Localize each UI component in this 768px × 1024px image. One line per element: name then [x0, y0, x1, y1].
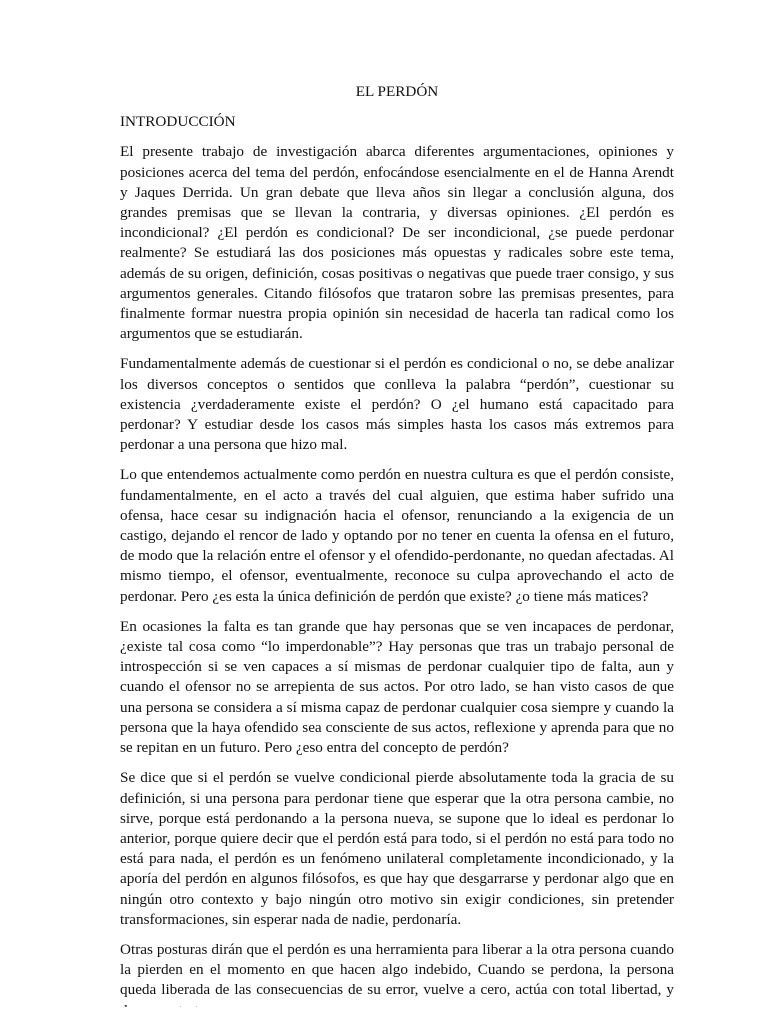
paragraph-4: En ocasiones la falta es tan grande que hay personas que se ven incapaces de perdonar, ¿existe tal cosa como “lo imperdonable”? Hay personas que tras un trabajo personal de introspección si se ven capaces a sí mismas de perdonar cualquier tipo de falta, aun y cuando el ofensor no se arrepienta de sus actos. Por otro lado, se han visto casos de que una persona se considera a sí misma capaz de perdonar cualquier cosa siempre y cuando la persona que la haya ofendido sea consciente de sus actos, reflexione y aprenda para que no se repitan en un futuro. Pero ¿eso entra del concepto de perdón? [120, 617, 674, 757]
paragraph-5: Se dice que si el perdón se vuelve condicional pierde absolutamente toda la gracia de su definición, si una persona para perdonar tiene que esperar que la otra persona cambie, no sirve, porque está perdonando a la persona nueva, se supone que lo ideal es perdonar lo anterior, porque quiere decir que el perdón está para todo, si el perdón no está para todo no está para nada, el perdón es un fenómeno unilateral completamente incondicionado, y la aporía del perdón en algunos filósofos, es que hay que desgarrarse y perdonar algo que en ningún otro contexto y bajo ningún otro motivo sin exigir condiciones, sin pretender transformaciones, sin esperar nada de nadie, perdonaría. [120, 769, 674, 928]
paragraph-3: Lo que entendemos actualmente como perdón en nuestra cultura es que el perdón consiste, fundamentalmente, en el acto a través del cual alguien, que estima haber sufrido una ofensa, hace cesar su indignación hacia el ofensor, renunciando a la exigencia de un castigo, dejando el rencor de lado y optando por no tener en cuenta la ofensa en el futuro, de modo que la relación entre el ofensor y el ofendido-perdonante, no quedan afectadas. Al mismo tiempo, el ofensor, eventualmente, reconoce su culpa aprovechando el acto de perdonar. Pero ¿es esta la única definición de perdón que existe? ¿o tiene más matices? [120, 466, 674, 605]
paragraph-6: Otras posturas dirán que el perdón es una herramienta para liberar a la otra persona cuando la pierden en el momento en que hacen algo indebido, Cuando se perdona, la persona queda liberada de las consecuencias de su error, vuelve a cero, actúa con total libertad, y [120, 940, 674, 999]
page-bottom-edge [120, 1007, 674, 1024]
section-heading-introduccion: INTRODUCCIÓN [120, 113, 236, 131]
paragraph-2: Fundamentalmente además de cuestionar si el perdón es condicional o no, se debe analizar los diversos conceptos o sentidos que conlleva la palabra “perdón”, cuestionar su existencia ¿verdaderamente existe el perdón? O ¿el humano está capacitado para perdonar? Y estudiar desde los casos más simples hasta los casos más extremos para perdonar a una persona que hizo mal. [120, 355, 674, 454]
paragraph-1: El presente trabajo de investigación abarca diferentes argumentaciones, opiniones y posiciones acerca del tema del perdón, enfocándose esencialmente en el de Hanna Arendt y Jaques Derrida. Un gran debate que lleva años sin llegar a conclusión alguna, dos grandes premisas que se llevan la contraria, y diversas opiniones. ¿El perdón es incondicional? ¿El perdón es condicional? De ser incondicional, ¿se puede perdonar realmente? Se estudiará las dos posiciones más opuestas y radicales sobre este tema, además de su origen, definición, cosas positivas o negativas que puede traer consigo, y sus argumentos generales. Citando filósofos que trataron sobre las premisas presentes, para finalmente formar nuestra propia opinión sin necesidad de hacerla tan radical como los argumentos que se estudiarán. [120, 143, 674, 343]
document-body [120, 82, 674, 1024]
document-title: EL PERDÓN [355, 83, 439, 100]
